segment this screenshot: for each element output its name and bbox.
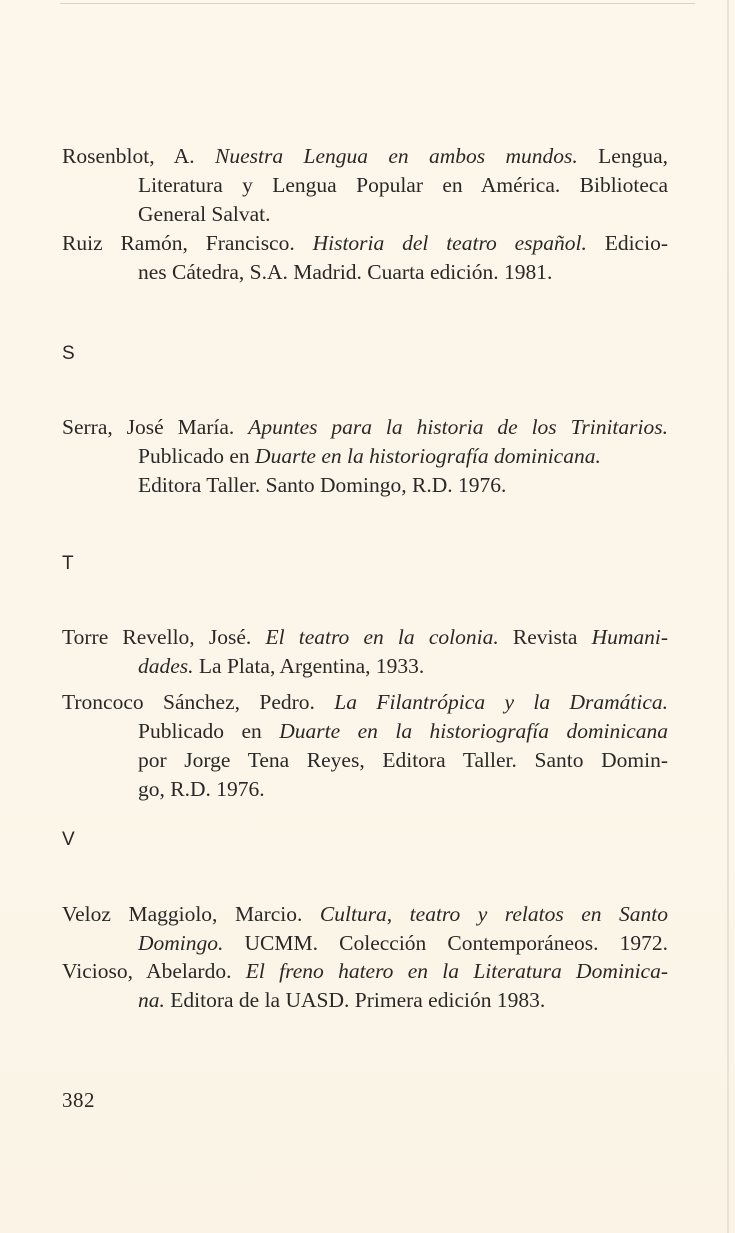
bibliography-entry-troncoco bbox=[62, 688, 668, 804]
entry-line: Literatura y Lengua Popular en América. Biblioteca bbox=[138, 173, 668, 197]
bibliography-entry-torre-revello bbox=[62, 623, 668, 681]
entry-line: por Jorge Tena Reyes, Editora Taller. Santo Domin- bbox=[138, 748, 668, 772]
section-letter-v: V bbox=[62, 829, 75, 850]
entry-line: dades. La Plata, Argentina, 1933. bbox=[138, 654, 425, 678]
bibliography-entry-veloz-maggiolo bbox=[62, 900, 668, 958]
entry-line: nes Cátedra, S.A. Madrid. Cuarta edición. 1981. bbox=[138, 260, 553, 284]
entry-line: General Salvat. bbox=[138, 202, 271, 226]
entry-line: go, R.D. 1976. bbox=[138, 777, 265, 801]
entry-line: Editora Taller. Santo Domingo, R.D. 1976. bbox=[138, 473, 507, 497]
entry-line: Publicado en Duarte en la historiografía dominicana. bbox=[138, 444, 601, 468]
entry-line: na. Editora de la UASD. Primera edición 1983. bbox=[138, 988, 546, 1012]
section-letter-t: T bbox=[62, 553, 74, 574]
bibliography-entry-serra bbox=[62, 413, 668, 500]
entry-line: Publicado en Duarte en la historiografía dominicana bbox=[138, 719, 668, 743]
bibliography-entry-rosenblot bbox=[62, 142, 668, 229]
entry-line: Troncoco Sánchez, Pedro. La Filantrópica y la Dramática. bbox=[62, 690, 668, 714]
section-letter-s: S bbox=[62, 343, 75, 364]
page-right-edge bbox=[727, 0, 729, 1233]
entry-line: Rosenblot, A. Nuestra Lengua en ambos mundos. Lengua, bbox=[62, 144, 669, 168]
bibliography-entry-ruiz-ramon bbox=[62, 229, 668, 287]
entry-line: Ruiz Ramón, Francisco. Historia del teatro español. Edicio- bbox=[62, 231, 668, 255]
entry-line: Vicioso, Abelardo. El freno hatero en la Literatura Dominica- bbox=[62, 959, 668, 983]
page-top-edge bbox=[60, 3, 695, 4]
page-number: 382 bbox=[62, 1088, 95, 1112]
entry-line: Veloz Maggiolo, Marcio. Cultura, teatro y relatos en Santo bbox=[62, 902, 668, 926]
entry-line: Domingo. UCMM. Colección Contemporáneos. 1972. bbox=[138, 931, 668, 955]
bibliography-entry-vicioso bbox=[62, 957, 668, 1015]
entry-line: Serra, José María. Apuntes para la historia de los Trinitarios. bbox=[62, 415, 668, 439]
entry-line: Torre Revello, José. El teatro en la colonia. Revista Humani- bbox=[62, 625, 668, 649]
